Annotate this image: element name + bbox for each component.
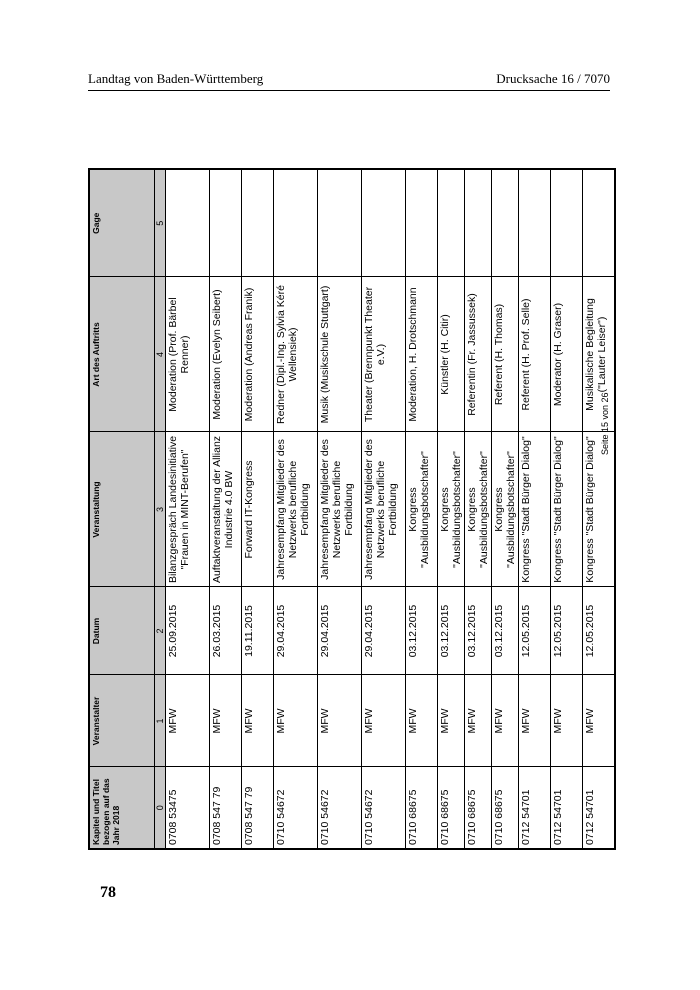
table-row (492, 169, 519, 849)
table-cell: MFW (492, 675, 519, 767)
table-row (583, 169, 615, 849)
table-cell: Moderation (Prof. Bärbel Renner) (166, 277, 210, 432)
column-header: Datum (89, 587, 155, 675)
table-cell: 0712 54701 (551, 767, 583, 849)
table-cell: Kongress "Ausbildungsbotschafter" (438, 432, 465, 587)
table-cell: 0710 54672 (318, 767, 362, 849)
table-cell: Jahresempfang Mitglieder des Netzwerks berufliche Fortbildung (318, 432, 362, 587)
table-row (465, 169, 492, 849)
table-cell (438, 169, 465, 277)
table-cell: Moderation, H. Drotschmann (406, 277, 438, 432)
table-cell: Referentin (Fr. Jassussek) (465, 277, 492, 432)
table-cell (583, 169, 615, 277)
column-header: Kapitel und Titel bezogen auf das Jahr 2018 (89, 767, 155, 849)
column-header: Veranstalter (89, 675, 155, 767)
table-cell (492, 169, 519, 277)
table-cell: 0708 53475 (166, 767, 210, 849)
column-number: 4 (155, 277, 166, 432)
table-cell: MFW (166, 675, 210, 767)
table-cell: MFW (519, 675, 551, 767)
table-cell: MFW (438, 675, 465, 767)
table-row (438, 169, 465, 849)
table-cell: Moderation (Andreas Franik) (242, 277, 274, 432)
column-number: 3 (155, 432, 166, 587)
running-header (88, 70, 610, 91)
table-cell (210, 169, 242, 277)
table-cell: Redner (Dipl.-Ing. Sylvia Kéré Wellensiek) (274, 277, 318, 432)
table-cell: 29.04.2015 (318, 587, 362, 675)
table-cell (406, 169, 438, 277)
table-cell: 12.05.2015 (519, 587, 551, 675)
table-cell: 19.11.2015 (242, 587, 274, 675)
table-cell: Auftaktveranstaltung der Allianz Industrie 4.0 BW (210, 432, 242, 587)
table-row (242, 169, 274, 849)
table-cell: Bilanzgespräch Landesinitiative "Frauen in MINT-Berufen" (166, 432, 210, 587)
table-cell: MFW (210, 675, 242, 767)
table-cell: 26.03.2015 (210, 587, 242, 675)
table-cell: Jahresempfang Mitglieder des Netzwerks berufliche Fortbildung (362, 432, 406, 587)
table-header-row (89, 169, 155, 849)
table-cell: Künstler (H. Citir) (438, 277, 465, 432)
table-cell: Referent (H. Thomas) (492, 277, 519, 432)
table-cell (166, 169, 210, 277)
column-header: Gage (89, 169, 155, 277)
table-cell: 0708 547 79 (242, 767, 274, 849)
table-cell (274, 169, 318, 277)
table-row (362, 169, 406, 849)
table-cell: Kongress "Stadt Bürger Dialog" (583, 432, 615, 587)
table-row (519, 169, 551, 849)
table-cell: 29.04.2015 (362, 587, 406, 675)
table-cell: 0710 68675 (406, 767, 438, 849)
table-cell: Moderation (Evelyn Seibert) (210, 277, 242, 432)
table-cell: 0710 68675 (492, 767, 519, 849)
table-cell: Musikalische Begleitung ("Lauter Leiser") (583, 277, 615, 432)
table-cell: Referent (H. Prof. Selle) (519, 277, 551, 432)
table-cell: Kongress "Stadt Bürger Dialog" (519, 432, 551, 587)
table-cell: Jahresempfang Mitglieder des Netzwerks berufliche Fortbildung (274, 432, 318, 587)
table-cell: MFW (551, 675, 583, 767)
table-cell: MFW (406, 675, 438, 767)
table-cell: MFW (583, 675, 615, 767)
column-number: 5 (155, 169, 166, 277)
table-cell: 0708 547 79 (210, 767, 242, 849)
table-cell: MFW (242, 675, 274, 767)
parliament-name: Landtag von Baden-Württemberg (88, 71, 264, 86)
document-number: Drucksache 16 / 7070 (496, 71, 610, 86)
table-cell (465, 169, 492, 277)
table-cell: Moderator (H. Graser) (551, 277, 583, 432)
table-cell (318, 169, 362, 277)
table-cell (551, 169, 583, 277)
table-cell: 0710 54672 (274, 767, 318, 849)
table-cell (519, 169, 551, 277)
table-row (210, 169, 242, 849)
table-cell: Kongress "Ausbildungsbotschafter" (465, 432, 492, 587)
table-cell: Theater (Brennpunkt Theater e.V.) (362, 277, 406, 432)
column-number: 0 (155, 767, 166, 849)
column-header: Veranstaltung (89, 432, 155, 587)
table-cell: 0710 54672 (362, 767, 406, 849)
table-cell: MFW (465, 675, 492, 767)
table-cell: 0710 68675 (465, 767, 492, 849)
table-cell: Kongress "Ausbildungsbotschafter" (492, 432, 519, 587)
table-cell: 03.12.2015 (492, 587, 519, 675)
table-cell: 25.09.2015 (166, 587, 210, 675)
table-cell: Forward IT-Kongress (242, 432, 274, 587)
table-cell (362, 169, 406, 277)
table-cell: MFW (274, 675, 318, 767)
table-row (406, 169, 438, 849)
table-cell: 03.12.2015 (438, 587, 465, 675)
column-number-row (155, 169, 166, 849)
table-cell: 0712 54701 (583, 767, 615, 849)
table-row (318, 169, 362, 849)
table-cell: 0710 68675 (438, 767, 465, 849)
table-cell: MFW (362, 675, 406, 767)
table-cell: MFW (318, 675, 362, 767)
table-row (551, 169, 583, 849)
table-row (274, 169, 318, 849)
engagements-table (88, 168, 616, 850)
page-of-caption: Seite 15 von 26 (600, 392, 610, 455)
table-cell: 03.12.2015 (406, 587, 438, 675)
column-number: 1 (155, 675, 166, 767)
table-cell (242, 169, 274, 277)
table-row (166, 169, 210, 849)
table-body (166, 169, 615, 849)
page-number: 78 (100, 884, 116, 901)
column-number: 2 (155, 587, 166, 675)
table-cell: 12.05.2015 (583, 587, 615, 675)
table-cell: Musik (Musikschule Stuttgart) (318, 277, 362, 432)
table-cell: 29.04.2015 (274, 587, 318, 675)
table-cell: 12.05.2015 (551, 587, 583, 675)
table-cell: Kongress "Ausbildungsbotschafter" (406, 432, 438, 587)
table-cell: Kongress "Stadt Bürger Dialog" (551, 432, 583, 587)
table-cell: 0712 54701 (519, 767, 551, 849)
table-cell: 03.12.2015 (465, 587, 492, 675)
column-header: Art des Auftritts (89, 277, 155, 432)
